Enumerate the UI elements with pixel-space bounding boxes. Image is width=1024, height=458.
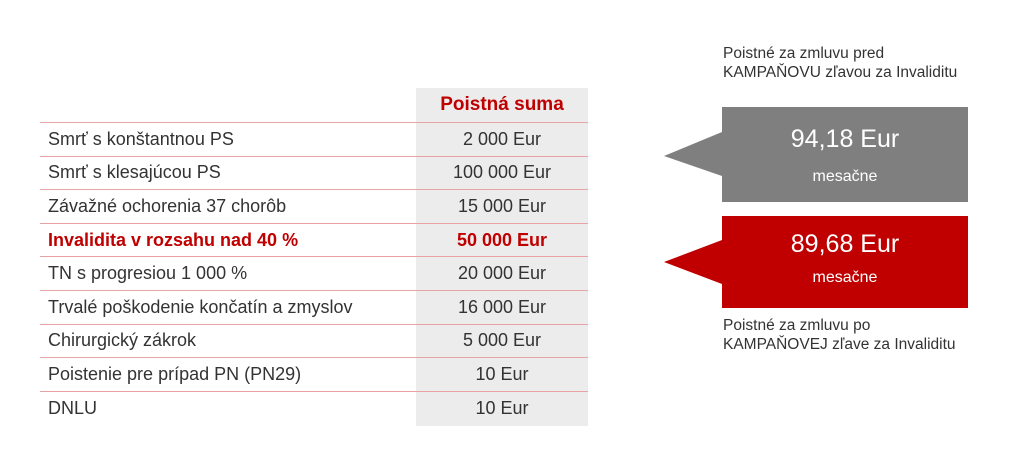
- row-value: 16 000 Eur: [457, 296, 547, 317]
- row-value: 2 000 Eur: [462, 128, 542, 149]
- row-label: Závažné ochorenia 37 chorôb: [48, 195, 287, 216]
- table-row: [40, 256, 588, 290]
- premium-before-discount-callout: [722, 107, 968, 202]
- row-label: Invalidita v rozsahu nad 40 %: [48, 229, 299, 250]
- table-row-highlighted: [40, 223, 588, 257]
- premium-before-amount: 94,18 Eur: [790, 125, 900, 153]
- premium-after-period: mesačne: [812, 269, 878, 286]
- row-label: Chirurgický zákrok: [48, 330, 197, 351]
- premium-after-discount-note: Poistné za zmluvu po KAMPAŇOVEJ zľave za Invaliditu: [723, 317, 956, 353]
- row-label: Smrť s klesajúcou PS: [48, 162, 221, 183]
- gray-callout-pointer: [664, 132, 722, 176]
- column-header-sum-insured: Poistná suma: [440, 94, 564, 115]
- red-callout-pointer: [664, 240, 722, 284]
- table-row: [40, 156, 588, 190]
- table-row: [40, 391, 588, 425]
- table-row: [40, 357, 588, 391]
- premium-after-discount-callout: [722, 216, 968, 308]
- table-row: [40, 290, 588, 324]
- row-label: Poistenie pre prípad PN (PN29): [48, 363, 302, 384]
- row-value: 10 Eur: [475, 363, 529, 384]
- premium-before-discount-note: Poistné za zmluvu pred KAMPAŇOVU zľavou za Invaliditu: [723, 45, 958, 81]
- row-label: DNLU: [48, 397, 98, 418]
- row-label: Trvalé poškodenie končatín a zmyslov: [48, 296, 353, 317]
- table-row: [40, 122, 588, 156]
- row-value: 100 000 Eur: [452, 162, 552, 183]
- premium-after-amount: 89,68 Eur: [790, 230, 900, 258]
- row-value: 5 000 Eur: [462, 330, 542, 351]
- row-value: 20 000 Eur: [457, 263, 547, 284]
- row-label: Smrť s konštantnou PS: [48, 128, 234, 149]
- row-value: 50 000 Eur: [456, 229, 548, 250]
- table-row: [40, 189, 588, 223]
- table-row: [40, 324, 588, 358]
- premium-before-period: mesačne: [812, 168, 878, 185]
- row-label: TN s progresiou 1 000 %: [48, 263, 248, 284]
- row-value: 10 Eur: [475, 397, 529, 418]
- row-value: 15 000 Eur: [457, 195, 547, 216]
